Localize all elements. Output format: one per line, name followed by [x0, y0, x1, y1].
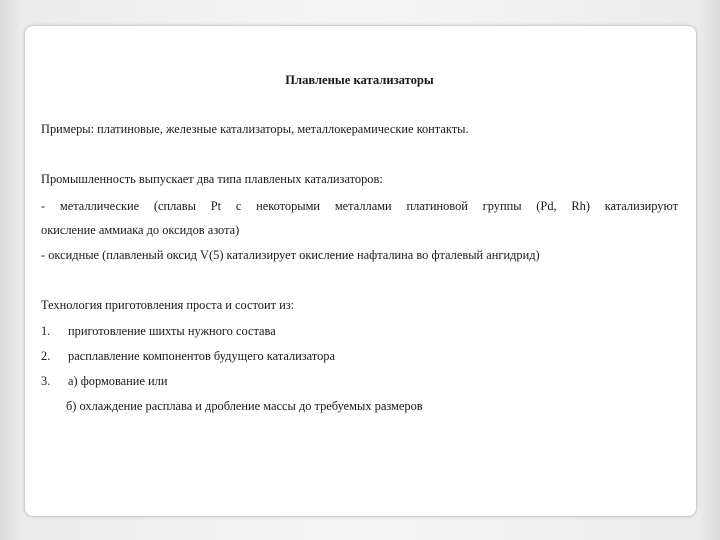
step-1: [41, 323, 276, 339]
step-3: [41, 373, 167, 389]
step-number: 2.: [41, 349, 51, 363]
step-2: [41, 348, 335, 364]
slide-title: Плавленые катализаторы: [285, 73, 434, 87]
step-number: 3.: [41, 374, 51, 388]
examples-text: Примеры: платиновые, железные катализаторы, металлокерамические контакты.: [41, 122, 469, 136]
technology-text: Технология приготовления проста и состоит из:: [41, 298, 295, 312]
step-number: 1.: [41, 324, 51, 338]
metallic-line-2: окисление аммиака до оксидов азота): [41, 223, 240, 237]
oxide-line: - оксидные (плавленый оксид V(5) катализирует окисление нафталина во фталевый ангидрид): [41, 248, 540, 262]
step-3b: б) охлаждение расплава и дробление массы до требуемых размеров: [66, 399, 423, 413]
step-text: а) формование или: [68, 374, 168, 388]
metallic-line-1: - металлические (сплавы Pt с некоторыми металлами платиновой группы (Pd, Rh) катализируют: [41, 199, 678, 213]
step-text: приготовление шихты нужного состава: [68, 324, 276, 338]
step-text: расплавление компонентов будущего катализатора: [68, 349, 335, 363]
slide: [24, 25, 697, 517]
industry-text: Промышленность выпускает два типа плавленых катализаторов:: [41, 172, 383, 186]
